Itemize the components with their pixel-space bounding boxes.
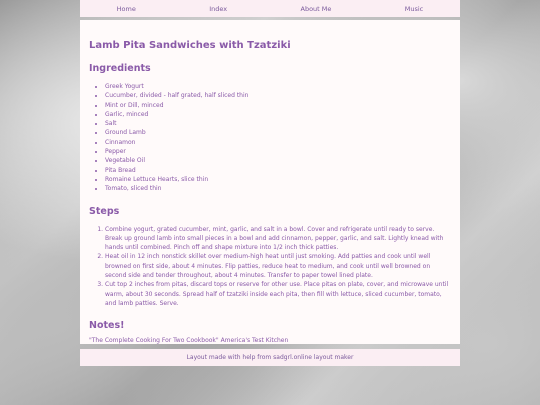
ingredient-item: • Garlic, minced	[105, 110, 451, 119]
ingredient-item: • Cinnamon	[105, 138, 451, 147]
content-card	[80, 20, 460, 344]
nav-music-link[interactable]: Music	[404, 4, 424, 13]
ingredients-list	[89, 82, 451, 194]
ingredient-item: • Pita Bread	[105, 166, 451, 175]
ingredient-item: • Romaine Lettuce Hearts, slice thin	[105, 175, 451, 184]
steps-list	[89, 225, 451, 309]
ingredient-item: • Mint or Dill, minced	[105, 101, 451, 110]
ingredient-item: • Greek Yogurt	[105, 82, 451, 91]
nav-about-link[interactable]: About Me	[300, 4, 332, 13]
ingredients-heading: Ingredients	[89, 63, 151, 74]
step-item: 2. Heat oil in 12 inch nonstick skillet over medium-high heat until just smoking. Add patties and cook until well browned on first side, about 4 minutes. Flip patties, reduce heat to medium, and cook until well browned on second side and tender throughout, about 4 minutes. Transfer to paper towel lined plate.	[105, 252, 451, 280]
step-item: 1. Combine yogurt, grated cucumber, mint, garlic, and salt in a bowl. Cover and refrigerate until ready to serve. Break up ground lamb into small pieces in a bowl and add cinnamon, pepper, garlic, and salt. Lightly knead with hands until combined. Pinch off and shape mixture into 1/2 inch thick patties.	[105, 225, 451, 253]
ingredient-item: • Cucumber, divided - half grated, half sliced thin	[105, 91, 451, 100]
footer	[80, 349, 460, 366]
nav-index-link[interactable]: Index	[209, 4, 228, 13]
ingredient-item: • Tomato, sliced thin	[105, 184, 451, 193]
notes-text: "The Complete Cooking For Two Cookbook" America's Test Kitchen	[89, 337, 289, 345]
ingredient-item: • Pepper	[105, 147, 451, 156]
page-title: Lamb Pita Sandwiches with Tzatziki	[89, 40, 291, 51]
step-item: 3. Cut top 2 inches from pitas, discard tops or reserve for other use. Place pitas on plate, cover, and microwave until warm, about 30 seconds. Spread half of tzatziki inside each pita, then fill with lettuce, sliced cucumber, tomato, and lamb patties. Serve.	[105, 280, 451, 308]
page-wrapper	[80, 0, 460, 366]
ingredient-item: • Salt	[105, 119, 451, 128]
ingredient-item: • Ground Lamb	[105, 128, 451, 137]
steps-heading: Steps	[89, 205, 120, 217]
ingredient-item: • Vegetable Oil	[105, 156, 451, 165]
footer-text: Layout made with help from sadgrl.online layout maker	[186, 354, 354, 361]
nav-home-link[interactable]: Home	[116, 4, 136, 13]
top-nav	[80, 0, 460, 17]
notes-heading: Notes!	[89, 320, 125, 332]
